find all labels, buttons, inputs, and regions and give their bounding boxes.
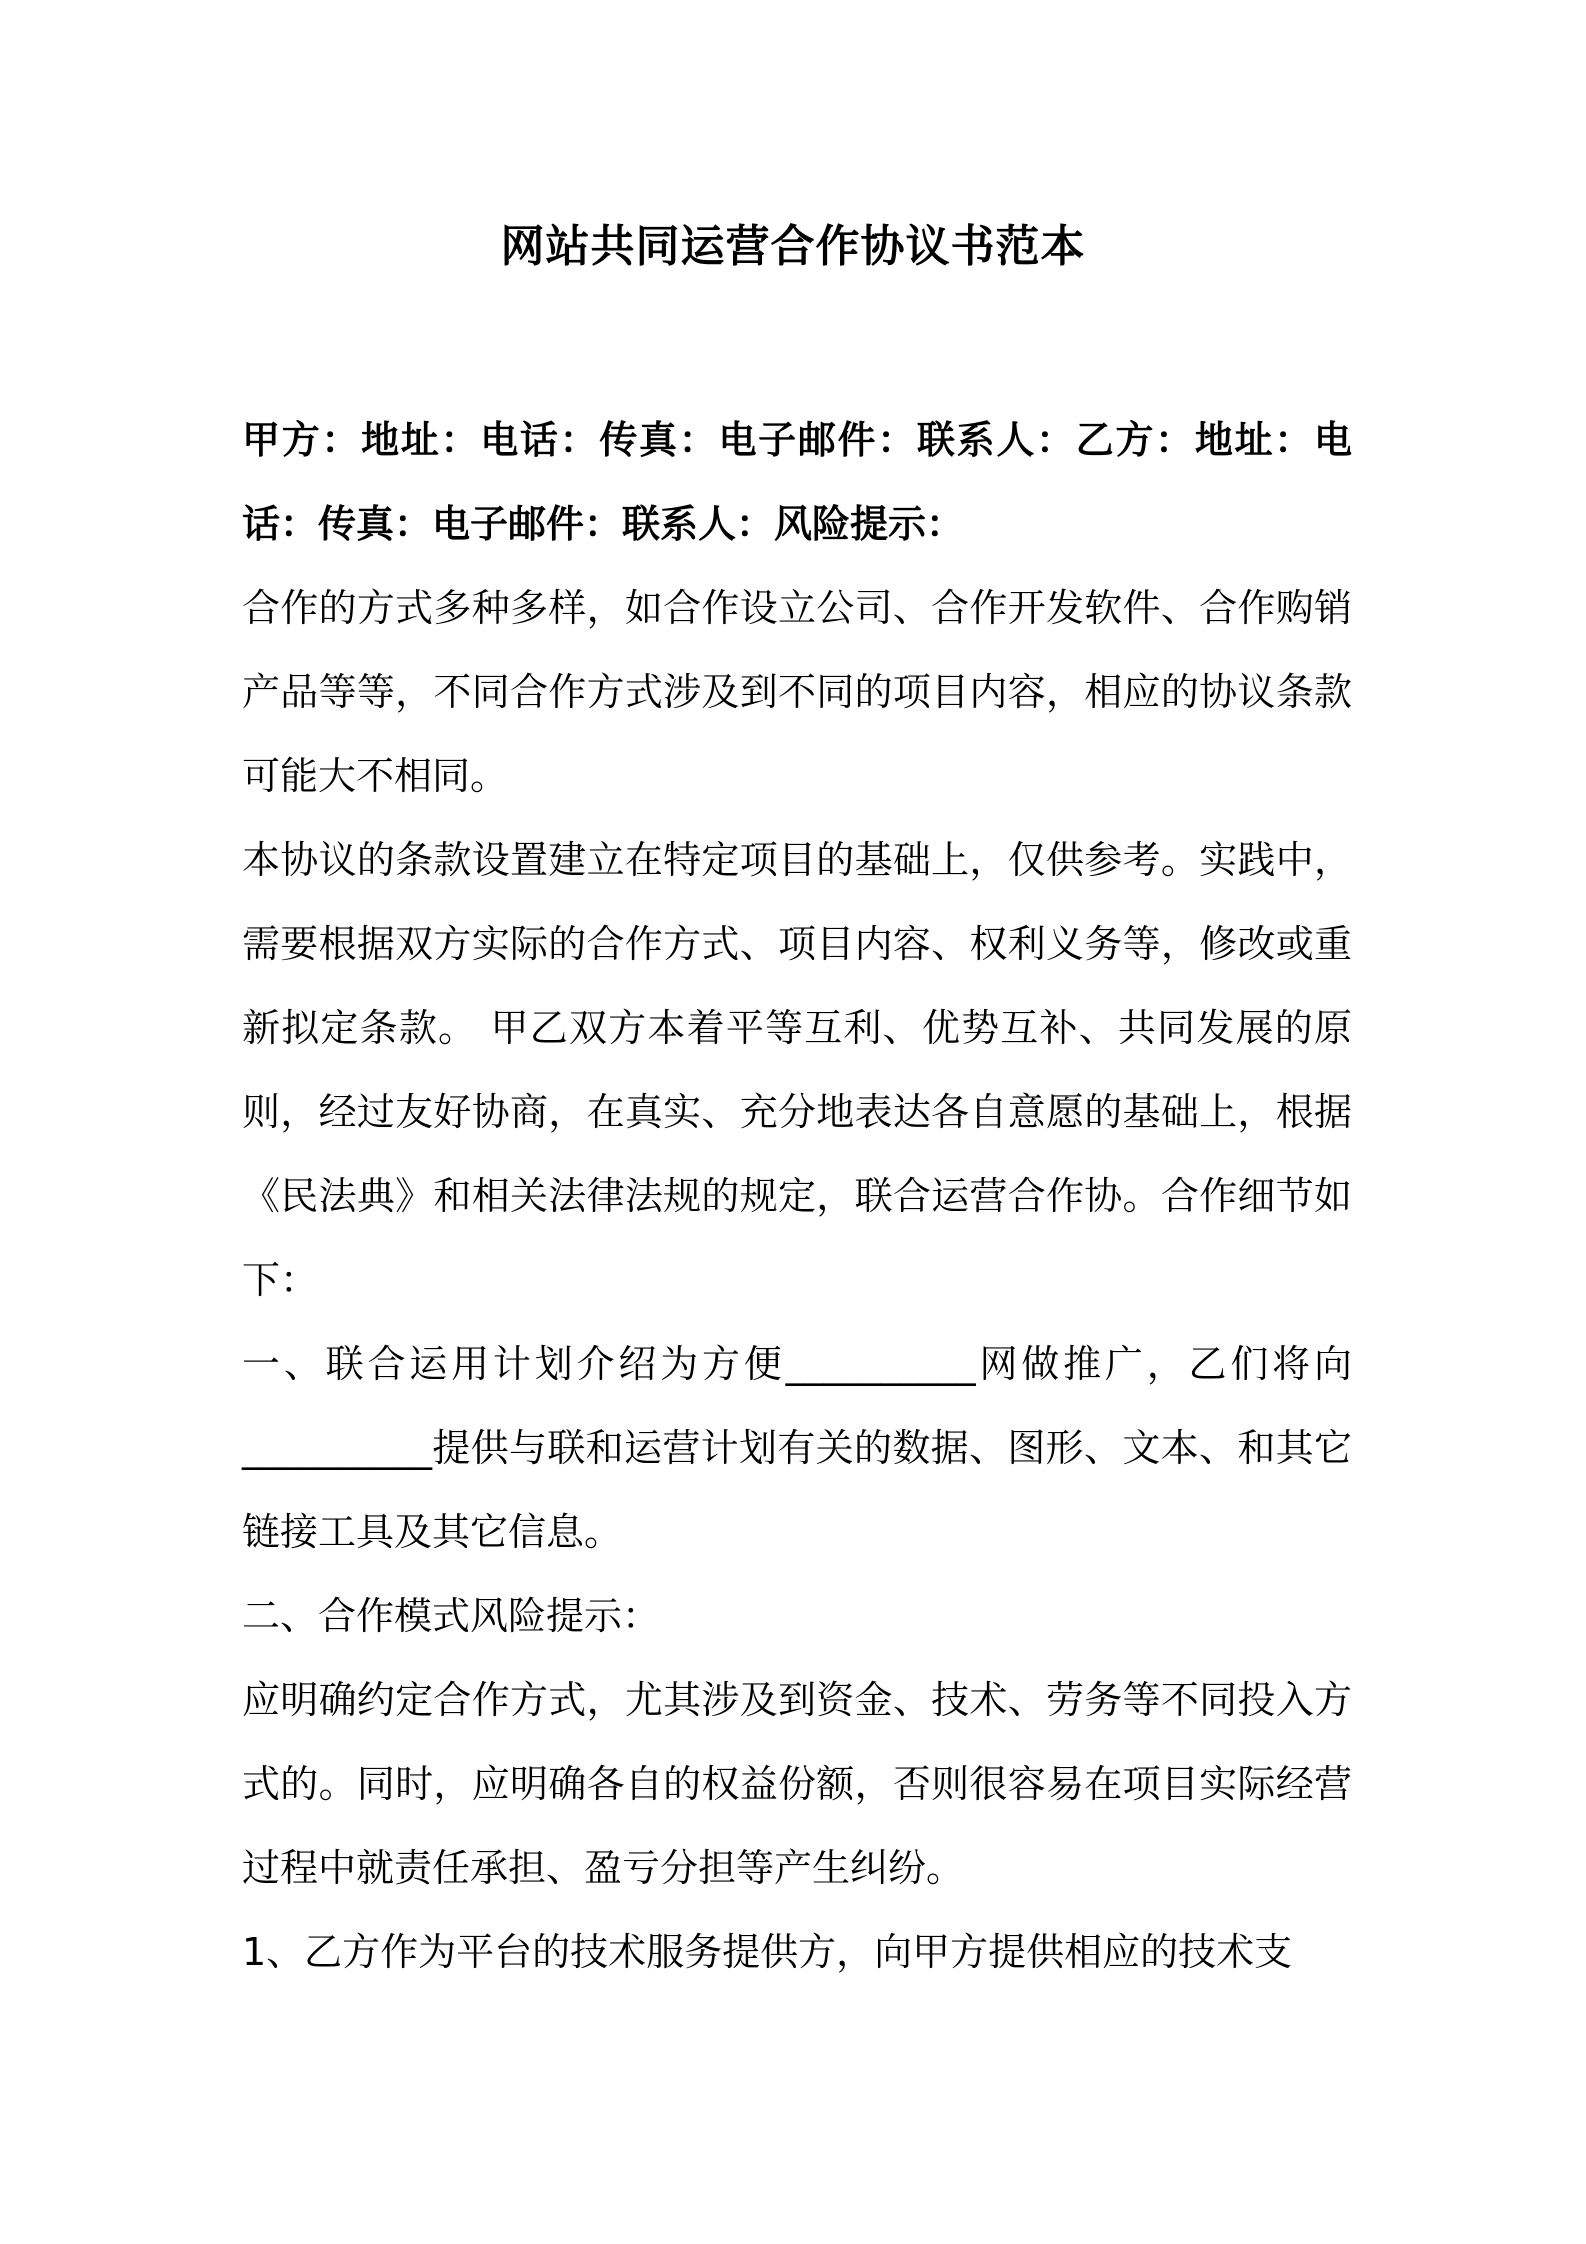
clause-one-paragraph: 一、联合运用计划介绍为方便__________网做推广，乙们将向__________提供与联和运营计划有关的数据、图形、文本、和其它链接工具及其它信息。	[242, 1342, 1352, 1554]
clause-item-1: 1、乙方作为平台的技术服务提供方，向甲方提供相应的技术支	[242, 1930, 1293, 1974]
parties-paragraph: 甲方：地址：电话：传真：电子邮件：联系人：乙方：地址：电话：传真：电子邮件：联系人：风险提示：	[242, 418, 1352, 546]
document-title: 网站共同运营合作协议书范本	[500, 221, 1086, 272]
cooperation-risk-paragraph: 应明确约定合作方式，尤其涉及到资金、技术、劳务等不同投入方式的。同时，应明确各自的权益份额，否则很容易在项目实际经营过程中就责任承担、盈亏分担等产生纠纷。	[242, 1678, 1352, 1890]
risk-note-paragraph: 合作的方式多种多样，如合作设立公司、合作开发软件、合作购销产品等等，不同合作方式涉及到不同的项目内容，相应的协议条款可能大不相同。	[242, 586, 1352, 798]
document-body	[242, 398, 1352, 1994]
clause-two-heading: 二、合作模式风险提示：	[242, 1594, 661, 1638]
intro-paragraph: 本协议的条款设置建立在特定项目的基础上，仅供参考。实践中，需要根据双方实际的合作方式、项目内容、权利义务等，修改或重新拟定条款。 甲乙双方本着平等互利、优势互补、共同发展的原则，经过友好协商，在真实、充分地表达各自意愿的基础上，根据《民法典》和相关法律法规的规定，联合运营合作协。合作细节如下：	[242, 838, 1352, 1302]
